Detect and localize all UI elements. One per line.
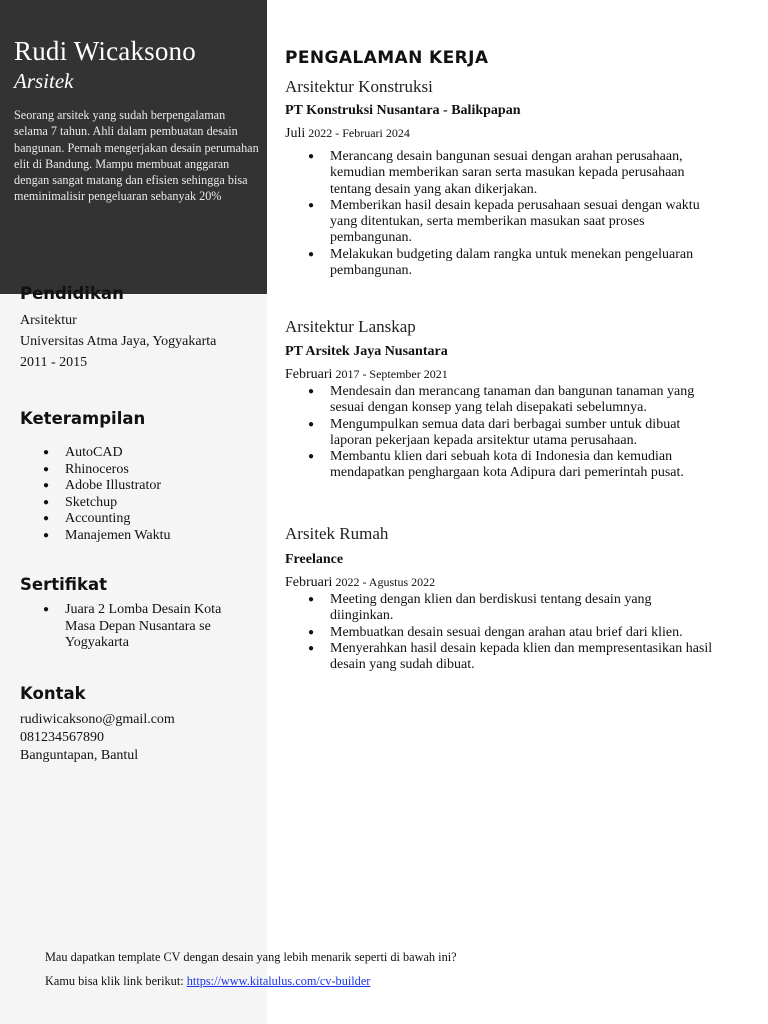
education-heading: Pendidikan xyxy=(20,284,124,303)
job-date xyxy=(285,367,448,383)
contact-address: Banguntapan, Bantul xyxy=(20,748,139,763)
experience-heading: PENGALAMAN KERJA xyxy=(285,48,489,68)
skills-heading: Keterampilan xyxy=(20,409,146,428)
skill-item: ● Sketchup xyxy=(43,495,171,512)
certificates-list xyxy=(43,602,243,652)
profile-name: Rudi Wicaksono xyxy=(14,36,196,66)
contact-heading: Kontak xyxy=(20,684,86,703)
job-title: Arsitektur Konstruksi xyxy=(285,77,433,96)
job-date-range: 2022 - Agustus 2022 xyxy=(332,575,436,589)
skill-item: ● Manajemen Waktu xyxy=(43,528,171,545)
job-date-month: Februari xyxy=(285,367,333,382)
job-title: Arsitek Rumah xyxy=(285,524,389,543)
education-years: 2011 - 2015 xyxy=(20,355,88,370)
job-bullet: ● Merancang desain bangunan sesuai dengan arahan perusahaan, kemudian memberikan saran serta masukan kepada perusahaan tentang desain yang akan dikerjakan. xyxy=(308,149,718,198)
education-school: Universitas Atma Jaya, Yogyakarta xyxy=(20,334,217,349)
job-bullets xyxy=(308,384,718,482)
job-date xyxy=(285,126,410,142)
profile-summary: Seorang arsitek yang sudah berpengalaman selama 7 tahun. Ahli dalam pembuatan desain bangunan. Pernah mengerjakan desain perumahan elit di Bandung. Mampu membuat anggaran dengan sangat matang dan efisien sehingga bisa meminimalisir pengeluaran sebanyak 20% xyxy=(14,108,259,204)
job-company: Freelance xyxy=(285,552,344,567)
footer-link-line xyxy=(45,969,457,993)
profile-header xyxy=(0,0,267,294)
contact-phone: 081234567890 xyxy=(20,730,104,745)
job-company: PT Konstruksi Nusantara - Balikpapan xyxy=(285,103,521,118)
job-bullet: ● Memberikan hasil desain kepada perusahaan sesuai dengan waktu yang ditentukan, serta memberikan masukan saat proses pembangunan. xyxy=(308,198,718,247)
job-bullet: ● Membantu klien dari sebuah kota di Indonesia dan kemudian mendapatkan penghargaan kota Adipura dari pemerintah pusat. xyxy=(308,449,718,482)
job-date-month: Februari xyxy=(285,575,333,590)
certificate-item: ● Juara 2 Lomba Desain Kota Masa Depan Nusantara se Yogyakarta xyxy=(43,602,243,652)
job-bullet: ● Melakukan budgeting dalam rangka untuk menekan pengeluaran pembangunan. xyxy=(308,247,718,280)
job-company: PT Arsitek Jaya Nusantara xyxy=(285,344,448,359)
skill-item: ● Adobe Illustrator xyxy=(43,478,171,495)
job-bullet: ● Meeting dengan klien dan berdiskusi tentang desain yang diinginkan. xyxy=(308,592,718,625)
job-date-range: 2017 - September 2021 xyxy=(332,367,448,381)
contact-email: rudiwicaksono@gmail.com xyxy=(20,712,175,727)
job-date-month: Juli xyxy=(285,126,306,141)
skill-item: ● Accounting xyxy=(43,511,171,528)
footer-link-prefix: Kamu bisa klik link berikut: xyxy=(45,974,187,988)
job-bullets xyxy=(308,149,718,279)
contact-block xyxy=(20,711,175,765)
skill-item: ● Rhinoceros xyxy=(43,462,171,479)
skills-list xyxy=(43,445,171,544)
job-bullet: ● Mengumpulkan semua data dari berbagai sumber untuk dibuat laporan pekerjaan kepada arsitektur utama perusahaan. xyxy=(308,417,718,450)
job-bullet: ● Membuatkan desain sesuai dengan arahan atau brief dari klien. xyxy=(308,625,718,641)
education-major: Arsitektur xyxy=(20,313,77,328)
job-bullet: ● Mendesain dan merancang tanaman dan bangunan tanaman yang sesuai dengan konsep yang telah disepakati sebelumnya. xyxy=(308,384,718,417)
education-block xyxy=(20,310,216,373)
job-title: Arsitektur Lanskap xyxy=(285,317,416,336)
certificates-heading: Sertifikat xyxy=(20,575,107,594)
profile-title: Arsitek xyxy=(14,69,74,93)
job-date xyxy=(285,575,435,591)
cv-builder-link[interactable]: https://www.kitalulus.com/cv-builder xyxy=(186,974,371,988)
footer-note xyxy=(45,945,457,993)
job-date-range: 2022 - Februari 2024 xyxy=(305,126,410,140)
job-bullet: ● Menyerahkan hasil desain kepada klien dan mempresentasikan hasil desain yang sudah dibuat. xyxy=(308,641,718,674)
job-bullets xyxy=(308,592,718,673)
skill-item: ● AutoCAD xyxy=(43,445,171,462)
footer-line: Mau dapatkan template CV dengan desain yang lebih menarik seperti di bawah ini? xyxy=(45,950,457,964)
